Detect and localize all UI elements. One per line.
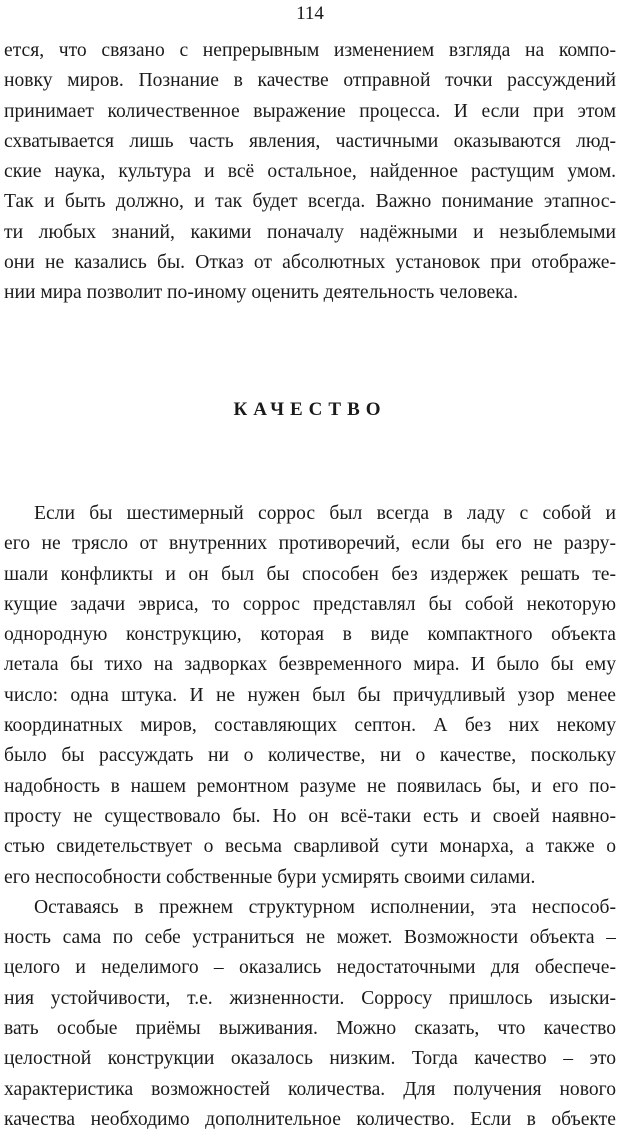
- text-line: просту не существовало бы. Но он всё-таки есть и своей наявно-: [4, 805, 616, 827]
- text-line: ется, что связано с непрерывным изменением взгляда на компо-: [4, 40, 616, 61]
- text-line: Так и быть должно, и так будет всегда. Важно понимание этапнос-: [4, 191, 616, 213]
- intro-paragraph: [4, 36, 616, 309]
- text-line: они не казались бы. Отказ от абсолютных установок при отображе-: [4, 252, 616, 274]
- text-line: стью свидетельствует о весьма сварливой сути монарха, а также о: [4, 836, 616, 858]
- text-line: шали конфликты и он был бы способен без издержек решать те-: [4, 563, 616, 585]
- text-line: ность сама по себе устраниться не может. Возможности объекта –: [4, 927, 616, 949]
- text-line: новку миров. Познание в качестве отправной точки рассуждений: [4, 70, 616, 92]
- body-text: [4, 499, 616, 1135]
- text-line: качества необходимо дополнительное количество. Если в объекте: [4, 1108, 616, 1130]
- text-line: характеристика возможностей количества. Для получения нового: [4, 1078, 616, 1100]
- text-line: вать особые приёмы выживания. Можно сказать, что качество: [4, 1018, 616, 1040]
- text-line: ские наука, культура и всё остальное, найденное растущим умом.: [4, 161, 616, 183]
- text-line: ния устойчивости, т.е. жизненности. Сорросу пришлось изыски-: [4, 987, 616, 1009]
- text-line: нии мира позволит по-иному оценить деятельность человека.: [4, 282, 518, 304]
- text-line: его неспособности собственные бури усмирять своими силами.: [4, 866, 536, 888]
- text-line: надобность в нашем ремонтном разуме не появилась бы, и его по-: [4, 775, 616, 797]
- text-line: целостной конструкции оказалось низким. Тогда качество – это: [4, 1048, 616, 1070]
- text-line: Оставаясь в прежнем структурном исполнении, эта неспособ-: [34, 896, 616, 918]
- section-heading: КАЧЕСТВО: [233, 399, 387, 420]
- text-line: целого и неделимого – оказались недостаточными для обеспече-: [4, 957, 616, 979]
- text-line: кущие задачи эвриса, то соррос представлял бы собой некоторую: [4, 593, 616, 615]
- text-line: Если бы шестимерный соррос был всегда в ладу с собой и: [34, 503, 616, 524]
- text-line: схватывается лишь часть явления, частичными оказываются люд-: [4, 130, 616, 152]
- page-number: 114: [296, 3, 324, 24]
- text-line: координатных миров, составляющих септон. А без них некому: [4, 715, 616, 737]
- text-line: ти любых знаний, какими поначалу надёжными и незыблемыми: [4, 221, 616, 243]
- text-line: его не трясло от внутренних противоречий, если бы его не разру-: [4, 533, 616, 555]
- text-line: число: одна штука. И не нужен был бы причудливый узор менее: [4, 684, 616, 706]
- text-line: принимает количественное выражение процесса. И если при этом: [4, 100, 616, 122]
- text-line: однородную конструкцию, которая в виде компактного объекта: [4, 624, 616, 646]
- text-line: было бы рассуждать ни о количестве, ни о качестве, поскольку: [4, 745, 616, 767]
- text-line: летала бы тихо на задворках безвременного мира. И было бы ему: [4, 654, 616, 676]
